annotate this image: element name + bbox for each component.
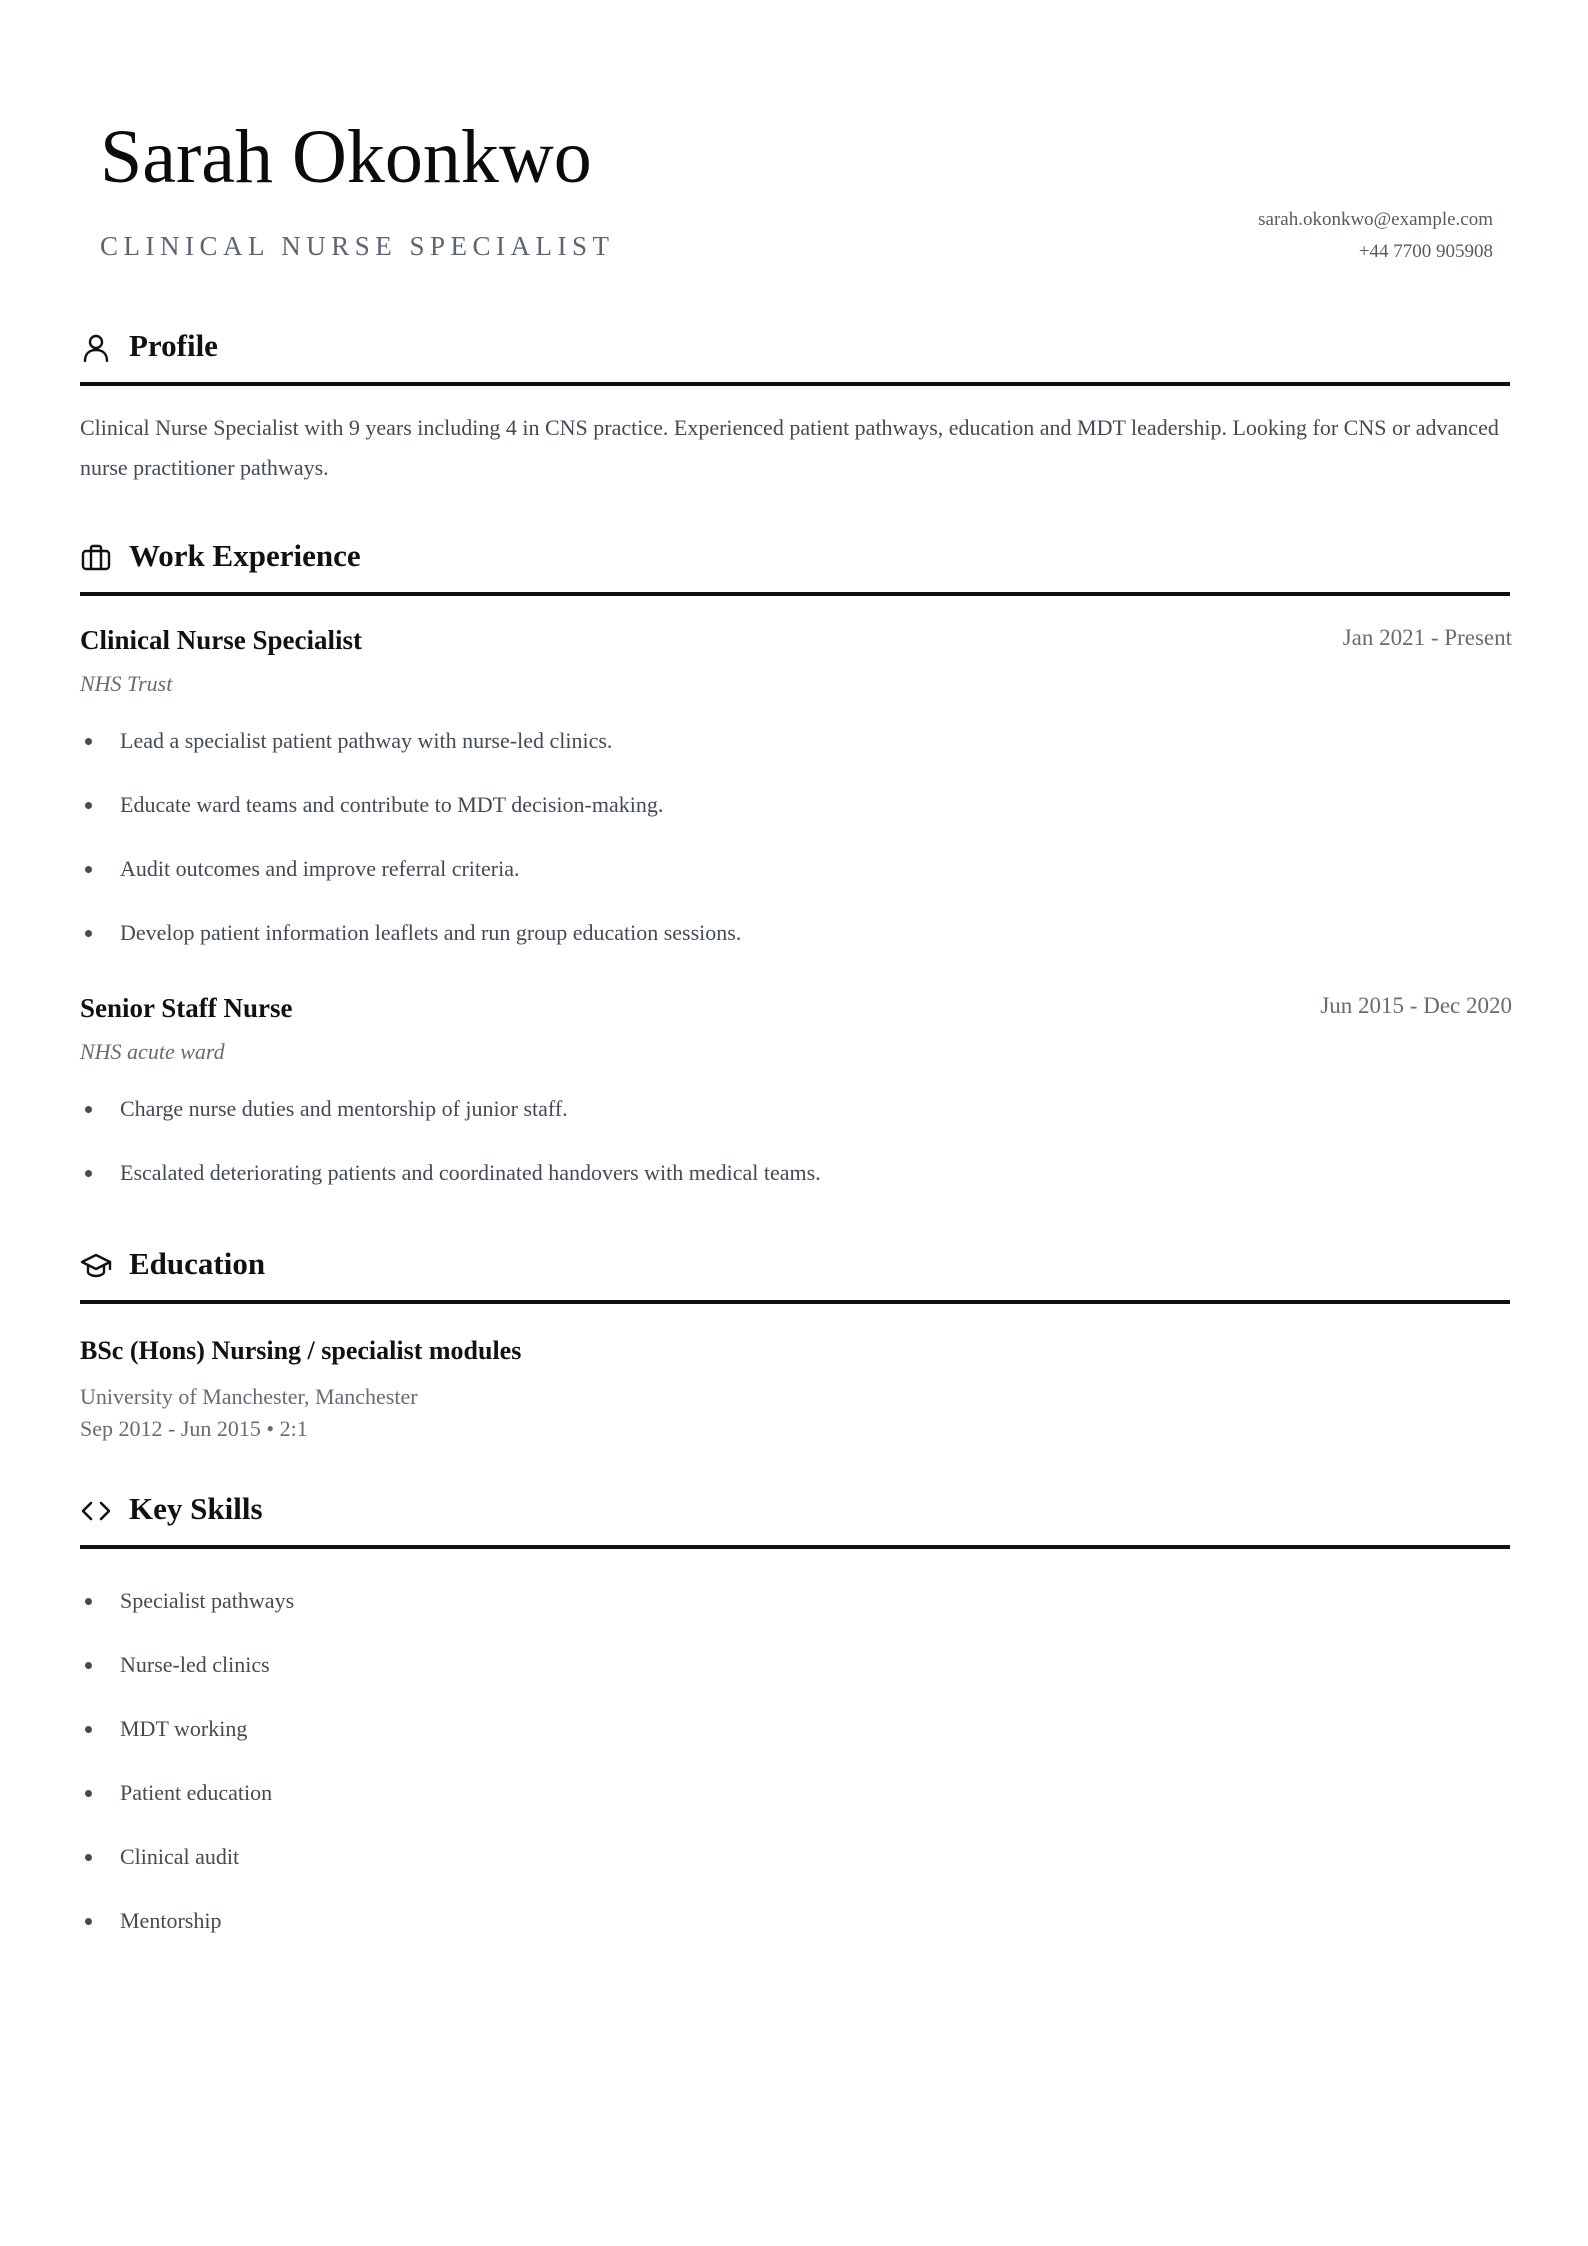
list-item <box>80 790 1480 854</box>
bullet-text: Lead a specialist patient pathway with nurse-led clinics. <box>120 728 613 753</box>
bullet-dot <box>85 1170 92 1177</box>
bullet-dot <box>85 802 92 809</box>
list-item <box>80 1778 1480 1842</box>
list-item <box>80 726 1480 790</box>
profile-section-header <box>80 322 1510 386</box>
candidate-name: Sarah Okonkwo <box>100 115 592 199</box>
list-item <box>80 1094 1480 1158</box>
degree-title: BSc (Hons) Nursing / specialist modules <box>80 1336 522 1365</box>
bullet-text: Escalated deteriorating patients and coordinated handovers with medical teams. <box>120 1160 821 1185</box>
bullet-text: Develop patient information leaflets and run group education sessions. <box>120 920 742 945</box>
job-organisation: NHS acute ward <box>80 1039 225 1064</box>
education-heading: Education <box>129 1246 266 1281</box>
candidate-title: CLINICAL NURSE SPECIALIST <box>100 231 615 261</box>
job-dates: Jun 2015 - Dec 2020 <box>1320 993 1512 1018</box>
skill-text: Patient education <box>120 1780 273 1805</box>
bullet-dot <box>85 1790 92 1797</box>
job-bullet-list <box>80 1094 1480 1222</box>
code-icon <box>80 1495 112 1527</box>
bullet-dot <box>85 930 92 937</box>
bullet-dot <box>85 1598 92 1605</box>
list-item <box>80 854 1480 918</box>
job-role: Clinical Nurse Specialist <box>80 625 362 655</box>
bullet-text: Educate ward teams and contribute to MDT decision-making. <box>120 792 664 817</box>
profile-summary: Clinical Nurse Specialist with 9 years including 4 in CNS practice. Experienced patient pathways, education and MDT leadership. Looking for CNS or advanced nurse practitioner pathways. <box>80 415 1499 480</box>
profile-heading: Profile <box>129 328 218 363</box>
bullet-dot <box>85 866 92 873</box>
education-dates-grade: Sep 2012 - Jun 2015 • 2:1 <box>80 1416 308 1441</box>
skills-heading: Key Skills <box>129 1491 263 1526</box>
bullet-dot <box>85 1106 92 1113</box>
experience-heading: Work Experience <box>129 538 361 573</box>
graduation-cap-icon <box>80 1250 112 1282</box>
list-item <box>80 1650 1480 1714</box>
skill-text: Mentorship <box>120 1908 222 1933</box>
bullet-dot <box>85 1854 92 1861</box>
bullet-dot <box>85 1726 92 1733</box>
user-icon <box>80 332 112 364</box>
skill-text: Nurse-led clinics <box>120 1652 270 1677</box>
job-bullet-list <box>80 726 1480 982</box>
skills-list <box>80 1586 1480 1970</box>
job-dates: Jan 2021 - Present <box>1342 625 1512 650</box>
skill-text: Specialist pathways <box>120 1588 295 1613</box>
list-item <box>80 918 1480 982</box>
skill-text: MDT working <box>120 1716 248 1741</box>
skill-text: Clinical audit <box>120 1844 240 1869</box>
experience-section-header <box>80 532 1510 596</box>
skills-section-header <box>80 1485 1510 1549</box>
education-section-header <box>80 1240 1510 1304</box>
bullet-dot <box>85 1662 92 1669</box>
job-role: Senior Staff Nurse <box>80 993 293 1023</box>
education-institution: University of Manchester, Manchester <box>80 1384 418 1409</box>
contact-block <box>1258 204 1493 268</box>
job-organisation: NHS Trust <box>80 671 173 696</box>
list-item <box>80 1158 1480 1222</box>
list-item <box>80 1906 1480 1970</box>
list-item <box>80 1586 1480 1650</box>
briefcase-icon <box>80 542 112 574</box>
bullet-text: Charge nurse duties and mentorship of junior staff. <box>120 1096 568 1121</box>
contact-phone[interactable]: +44 7700 905908 <box>1358 241 1493 262</box>
list-item <box>80 1842 1480 1906</box>
bullet-text: Audit outcomes and improve referral criteria. <box>120 856 520 881</box>
list-item <box>80 1714 1480 1778</box>
contact-email[interactable]: sarah.okonkwo@example.com <box>1258 209 1493 230</box>
bullet-dot <box>85 1918 92 1925</box>
bullet-dot <box>85 738 92 745</box>
